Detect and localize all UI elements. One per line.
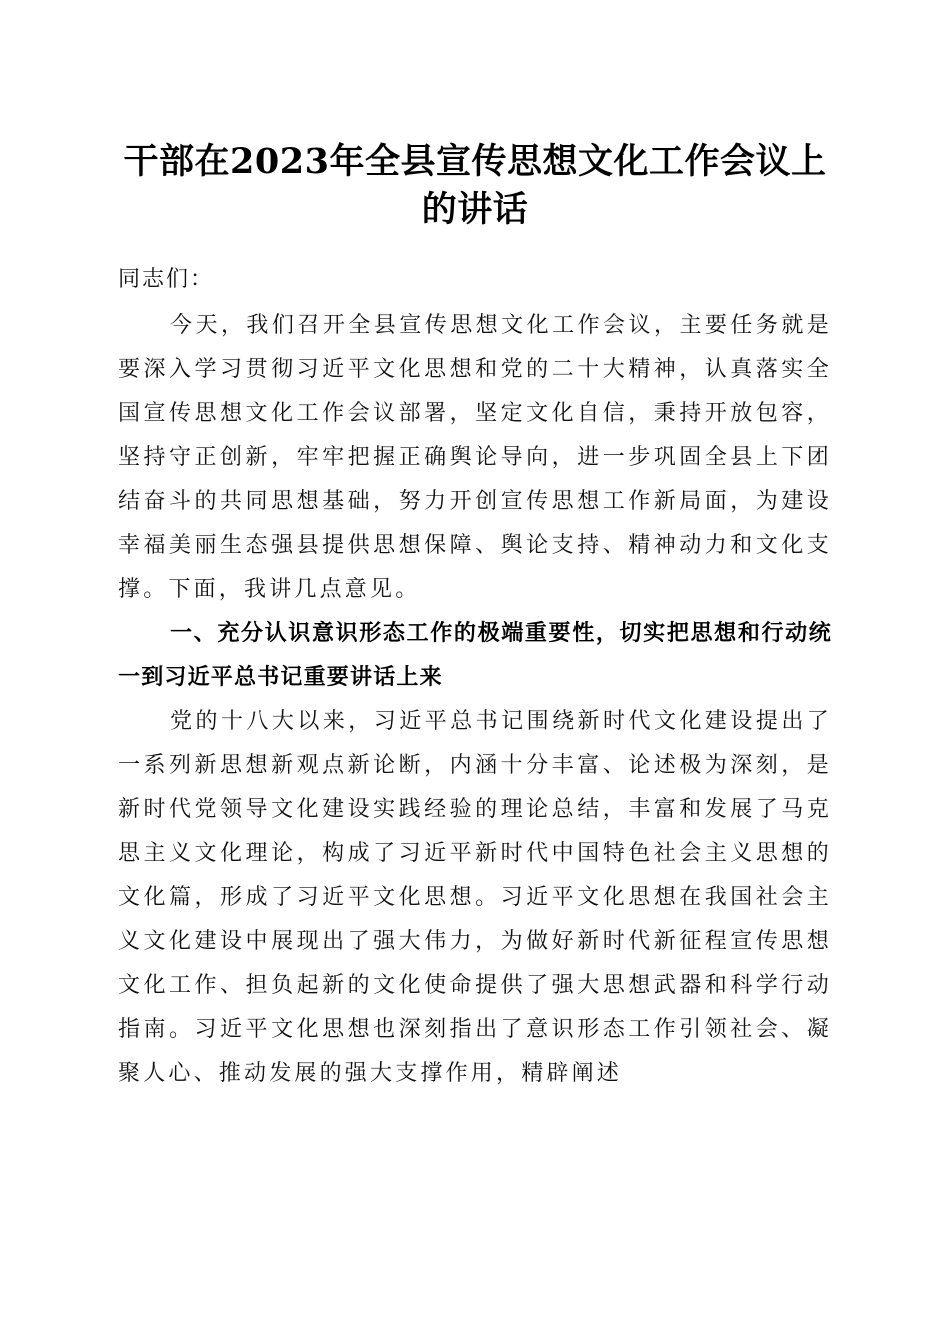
section-paragraph: 党的十八大以来，习近平总书记围绕新时代文化建设提出了一系列新思想新观点新论断，内涵十分丰富、论述极为深刻，是新时代党领导文化建设实践经验的理论总结，丰富和发展了马克思主义文化理论，构成了习近平新时代中国特色社会主义思想的文化篇，形成了习近平文化思想。习近平文化思想在我国社会主义文化建设中展现出了强大伟力，为做好新时代新征程宣传思想文化工作、担负起新的文化使命提供了强大思想武器和科学行动指南。习近平文化思想也深刻指出了意识形态工作引领社会、凝聚人心、推动发展的强大支撑作用，精辟阐述 — [118, 709, 832, 1086]
document-body — [118, 258, 832, 1096]
intro-paragraph: 今天，我们召开全县宣传思想文化工作会议，主要任务就是要深入学习贯彻习近平文化思想和党的二十大精神，认真落实全国宣传思想文化工作会议部署，坚定文化自信，秉持开放包容，坚持守正创新，牢牢把握正确舆论导向，进一步巩固全县上下团结奋斗的共同思想基础，努力开创宣传思想工作新局面，为建设幸福美丽生态强县提供思想保障、舆论支持、精神动力和文化支撑。下面，我讲几点意见。 — [118, 313, 832, 602]
section-heading: 一、充分认识意识形态工作的极端重要性，切实把思想和行动统一到习近平总书记重要讲话上来 — [118, 621, 832, 690]
document-title: 干部在2023年全县宣传思想文化工作会议上的讲话 — [123, 141, 827, 230]
salutation: 同志们： — [118, 267, 215, 292]
